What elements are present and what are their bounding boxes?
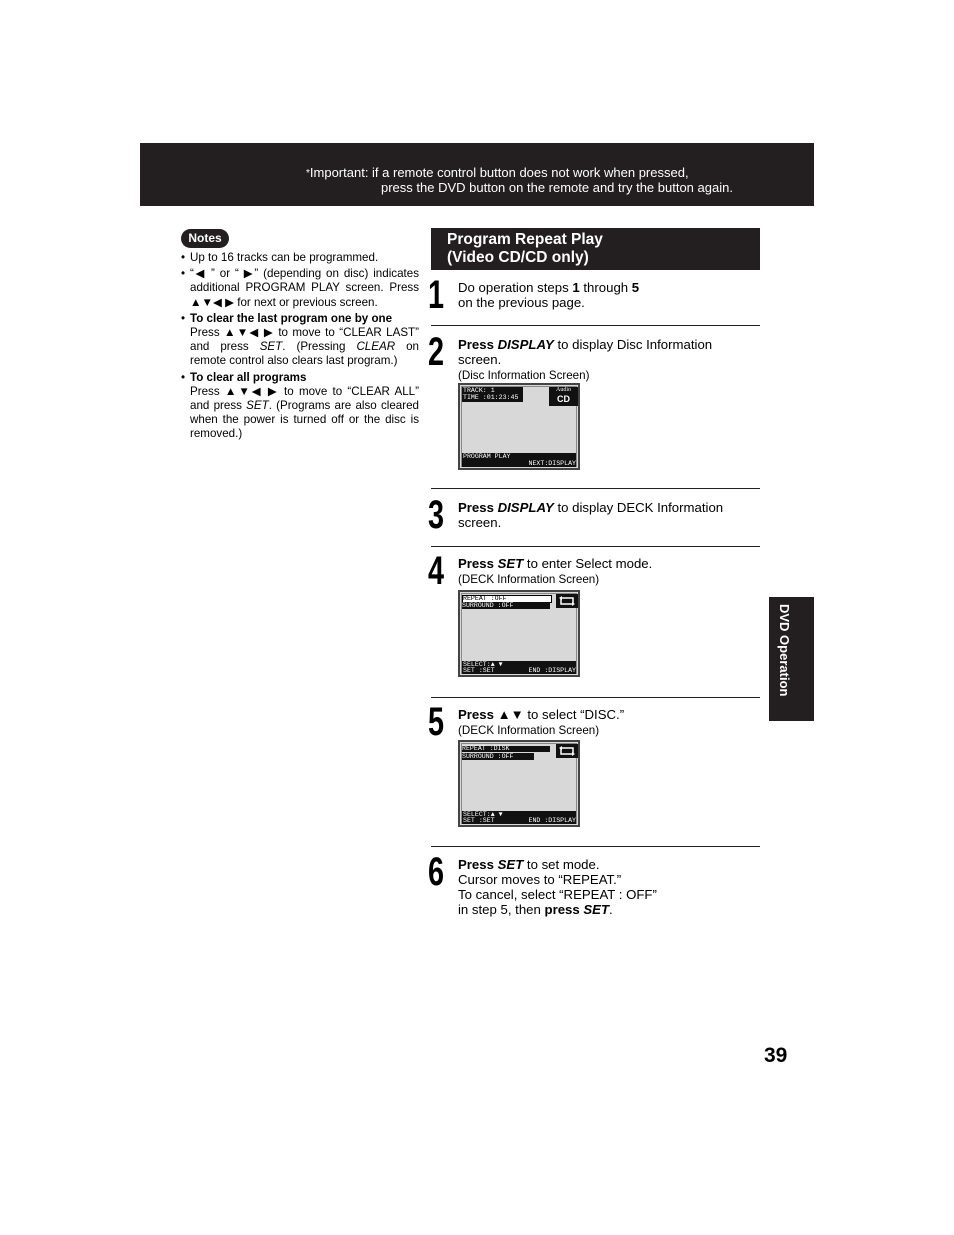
repeat-row: REPEAT :DISK <box>462 746 550 752</box>
divider <box>431 546 760 547</box>
important-line-1: *Important: if a remote control button does not work when pressed, <box>306 165 689 180</box>
divider <box>431 846 760 847</box>
repeat-icon <box>556 744 578 758</box>
note-title: To clear the last program one by one <box>190 311 393 325</box>
surround-row: SURROUND :OFF <box>462 602 550 609</box>
repeat-icon <box>556 594 578 608</box>
note-item: • Up to 16 tracks can be programmed. <box>181 251 379 264</box>
step-text: Do operation steps 1 through 5 on the previous page. <box>458 280 640 310</box>
notes-badge: Notes <box>181 229 229 248</box>
step-number: 3 <box>428 493 444 537</box>
step-text: Press SET to set mode. Cursor moves to “REPEAT.” To cancel, select “REPEAT : OFF” in step 5, then press SET. <box>458 857 657 917</box>
surround-row: SURROUND :OFF <box>462 753 534 760</box>
step-number: 2 <box>428 330 444 374</box>
section-title: Program Repeat Play (Video CD/CD only) <box>431 228 760 270</box>
divider <box>431 488 760 489</box>
important-line-2: press the DVD button on the remote and try the button again. <box>381 180 733 195</box>
step-number: 5 <box>428 700 444 744</box>
repeat-row: REPEAT :OFF <box>462 595 552 603</box>
step-text: Press SET to enter Select mode. (DECK Information Screen) <box>458 556 653 586</box>
step-number: 1 <box>428 273 444 317</box>
step-number: 4 <box>428 549 444 593</box>
deck-information-screen: REPEAT :OFF SURROUND :OFF SELECT:▲ ▼ SET :SET END :DISPLAY <box>458 590 580 677</box>
step-text: Press DISPLAY to display DECK Information screen. <box>458 500 724 530</box>
divider <box>431 697 760 698</box>
step-text: Press DISPLAY to display Disc Information screen. (Disc Information Screen) <box>458 337 713 382</box>
page-number: 39 <box>764 1044 788 1067</box>
notes-list <box>181 251 419 444</box>
note-item: • “◀ ” or “ ▶” (depending on disc) indicates additional PROGRAM PLAY screen. Press ▲▼◀ ▶ for next or previous screen. <box>181 267 419 309</box>
deck-information-screen: REPEAT :DISK SURROUND :OFF SELECT:▲ ▼ SET :SET END :DISPLAY <box>458 740 580 827</box>
note-item: • To clear the last program one by one Press ▲▼◀ ▶ to move to “CLEAR LAST” and press SET. (Pressing CLEAR on remote control also clears last program.) <box>181 311 419 368</box>
dvd-operation-tab: DVD Operation <box>769 597 814 721</box>
divider <box>431 325 760 326</box>
step-text: Press ▲▼ to select “DISC.” (DECK Information Screen) <box>458 707 625 737</box>
step-number: 6 <box>428 850 444 894</box>
note-item: • To clear all programs Press ▲▼◀ ▶ to move to “CLEAR ALL” and press SET. (Programs are also cleared when the power is turned off or the disc is removed.) <box>181 370 419 441</box>
audio-cd-logo: Audio CD <box>549 387 578 406</box>
disc-information-screen: TRACK: 1 TIME :01:23:45 Audio CD PROGRAM PLAY NEXT:DISPLAY <box>458 383 580 470</box>
important-banner <box>140 143 814 206</box>
note-title: To clear all programs <box>190 370 307 384</box>
